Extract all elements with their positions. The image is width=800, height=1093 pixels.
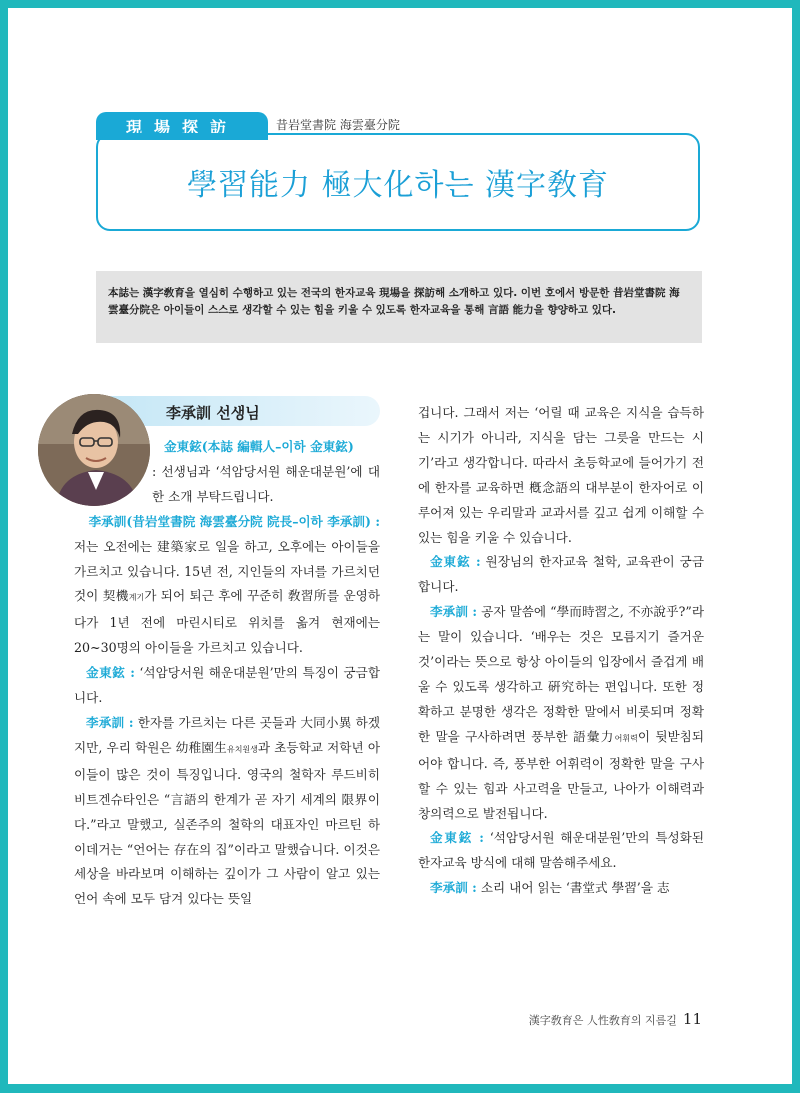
page-footer <box>529 1010 702 1028</box>
speaker-label: 李承訓 : <box>430 604 478 620</box>
paragraph-text: 원장님의 한자교육 철학, 교육관이 궁금합니다. <box>418 554 704 595</box>
section-tab: 現場探訪 <box>96 112 268 140</box>
section-subtitle: 昔岩堂書院 海雲臺分院 <box>276 118 400 132</box>
speaker-label: 金東鉉(本誌 編輯人–이하 金東鉉) <box>164 439 354 454</box>
paragraph-text: 저는 오전에는 建築家로 일을 하고, 오후에는 아이들을 가르치고 있습니다. 15년 전, 지인들의 자녀를 가르치던 것이 契機 <box>74 538 380 604</box>
title-box <box>96 133 700 231</box>
paragraph-text: ‘석암당서원 해운대분원’만의 특징이 궁금합니다. <box>74 665 380 706</box>
paragraph-text: 이 뒷받침되어야 합니다. 즉, 풍부한 어휘력이 정확한 말을 구사할 수 있는 힘과 사고력을 만들고, 나아가 이해력과 창의력으로 발전됩니다. <box>418 728 704 821</box>
paragraph-text: : 선생님과 ‘석암당서원 해운대분원’에 대한 소개 부탁드립니다. <box>152 463 380 504</box>
speaker-label: 金東鉉 : <box>430 554 481 570</box>
speaker-label: 李承訓 : <box>86 714 134 730</box>
paragraph-text: ‘석암당서원 해운대분원’만의 특성화된 한자교육 방식에 대해 말씀해주세요. <box>418 830 704 871</box>
interviewee-name: 李承訓 선생님 <box>166 404 260 422</box>
paragraph-text: 겁니다. 그래서 저는 ‘어릴 때 교육은 지식을 습득하는 시기가 아니라, 지식을 담는 그릇을 만드는 시기’라고 생각합니다. 따라서 초등학교에 들어가기 전에 한자를 교육하면 槪念語의 대부분이 한자어로 이루어져 있는 우리말과 교과서를 깊고 쉽게 이해할 수 있는 힘을 키울 수 있습니다. <box>418 405 704 545</box>
footer-caption: 漢字敎育은 人性敎育의 지름길 <box>528 1014 677 1027</box>
magazine-page <box>8 8 792 1084</box>
interviewee-bar <box>104 396 380 426</box>
annotation: 계기 <box>128 593 145 603</box>
speaker-label: 金東鉉 : <box>430 830 484 846</box>
article-title: 學習能力 極大化하는 漢字敎育 <box>186 168 610 203</box>
paragraph-text: 가 되어 퇴근 후에 꾸준히 敎習所를 운영하다가 1년 전에 마린시티로 위치를 옮겨 현재에는 20~30명의 아이들을 가르치고 있습니다. <box>74 588 380 656</box>
paragraph-text: 과 초등학교 저학년 아이들이 많은 것이 특징입니다. 영국의 철학자 루드비히 비트겐슈타인은 “言語의 한계가 곧 자기 세계의 限界이다.”라고 말했고, 실존주의 철학의 대표자인 마르틴 하이데거는 “언어는 存在의 집”이라고 말했습니다. 이것은 세상을 바라보며 이해하는 깊이가 그 사람이 알고 있는 언어 속에 모두 담겨 있다는 뜻일 <box>74 739 380 907</box>
annotation: 유치원생 <box>226 744 258 754</box>
annotation: 어휘력 <box>614 733 638 743</box>
speaker-label: 金東鉉 : <box>86 665 135 681</box>
paragraph-text: 한자를 가르치는 다른 곳들과 大同小異 하겠지만, 우리 학원은 幼稚園生 <box>74 714 380 755</box>
right-column <box>418 401 704 901</box>
intro-box: 本誌는 漢字敎育을 열심히 수행하고 있는 전국의 한자교육 現場을 探訪해 소개하고 있다. 이번 호에서 방문한 昔岩堂書院 海雲臺分院은 아이들이 스스로 생각할 수 있는 힘을 키울 수 있도록 한자교육을 통해 言語 能力을 향양하고 있다. <box>96 271 702 343</box>
paragraph-text: 소리 내어 읽는 ‘書堂式 學習’을 志 <box>476 880 670 896</box>
page-number: 11 <box>682 1010 702 1028</box>
paragraph-text: 공자 말씀에 “學而時習之, 不亦說乎?”라는 말이 있습니다. ‘배우는 것은 모름지기 즐거운 것’이라는 뜻으로 항상 아이들의 입장에서 즐겁게 배울 수 있도록 생각하고 硏究하는 편입니다. 또한 정확하고 분명한 생각은 정확한 말에서 비롯되며 정확한 말을 구사하려면 풍부한 語彙力 <box>418 604 704 744</box>
speaker-label: 李承訓 : <box>430 880 477 896</box>
left-column <box>74 435 380 912</box>
speaker-label: 李承訓(昔岩堂書院 海雲臺分院 院長–이하 李承訓) : <box>88 513 380 529</box>
